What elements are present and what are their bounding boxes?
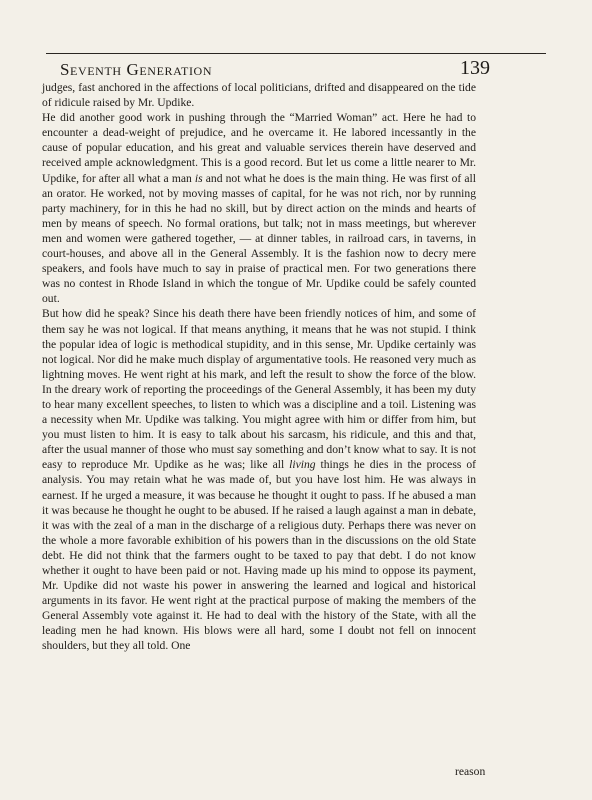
paragraph-3-text-a: But how did he speak? Since his death there have been friendly notices of him, and some of them say he was not logical. If that means anything, it means that he was not stupid. I think the popular idea of logic is methodical stupidity, and in this sense, Mr. Updike certainly was not logical. Nor did he make much display of argumentative tools. He reasoned very much as lightning moves. He went right at his mark, and left the result to show the force of the blow. In the dreary work of reporting the proceedings of the General Assembly, it has been my duty to hear many excellent speeches, to listen to which was a discipline and a toil. Listening was a necessity when Mr. Updike was talking. You might agree with him or differ from him, but you must listen to him. It is easy to talk about his sarcasm, his ridicule, and this and that, after the usual manner of those who must say something and don’t know what to say. It is not easy to reproduce Mr. Updike as he was; like all [42,307,476,472]
paragraph-3-emphasis: living [289,458,316,472]
paragraph-2-text-b: and not what he does is the main thing. He was first of all an orator. He worked, not by moving masses of capital, for he was not rich, nor by running party machinery, for in this he had no skill, but by direct action on the minds and hearts of men by means of speech. No formal orations, but talk; not in mass meetings, but wherever men and women were gathered together, — at dinner tables, in railroad cars, in taverns, in court-houses, and above all in the General Assembly. It is the fashion now to decry mere speakers, and fools have much to say in praise of practical men. For two generations there was no contest in Rhode Island in which the tongue of Mr. Updike could be safely counted out. [42,171,476,306]
page-header [60,57,490,81]
paragraph-3 [42,306,476,653]
paragraph-2 [42,110,476,306]
paragraph-2-text-a: He did another good work in pushing through the “Married Woman” act. Here he had to encounter a dead-weight of prejudice, and he overcame it. He labored incessantly in the cause of popular education, and his great and valuable services therein have deserved and received ample acknowledgment. This is a good record. But let us come a little nearer to Mr. Updike, for after all what a man [42,111,476,185]
body-text [42,80,476,654]
catchword: reason [455,765,486,778]
running-head: Seventh Generation [60,60,213,79]
paragraph-3-text-b: things he dies in the process of analysis. You may retain what he was made of, but you have lost him. He was always in earnest. If he urged a measure, it was because he thought it ought to pass. If he abused a man it was because he thought he ought to be abused. If he raised a laugh against a man in debate, it was with the zeal of a man in the discharge of a religious duty. Perhaps there was never on the whole a more favorable exhibition of his powers than in the discussions on the old State debt. He did not think that the farmers ought to be taxed to pay that debt. I do not know whether it ought to have been paid or not. Having made up his mind to oppose its payment, Mr. Updike did not waste his power in answering the learned and logical and historical arguments in its favor. He went right at the practical purpose of making the members of the General Assembly vote against it. He had to deal with the history of the State, with all the leading men he had known. His blows were all hard, some I doubt not fell on innocent shoulders, but they all told. One [42,458,476,653]
paragraph-1-text: judges, fast anchored in the affections of local politicians, drifted and disappeared on the tide of ridicule raised by Mr. Updike. [42,81,476,110]
paragraph-2-emphasis: is [194,171,203,185]
paragraph-1 [42,80,476,110]
page-number: 139 [460,57,490,79]
header-rule [46,53,546,54]
